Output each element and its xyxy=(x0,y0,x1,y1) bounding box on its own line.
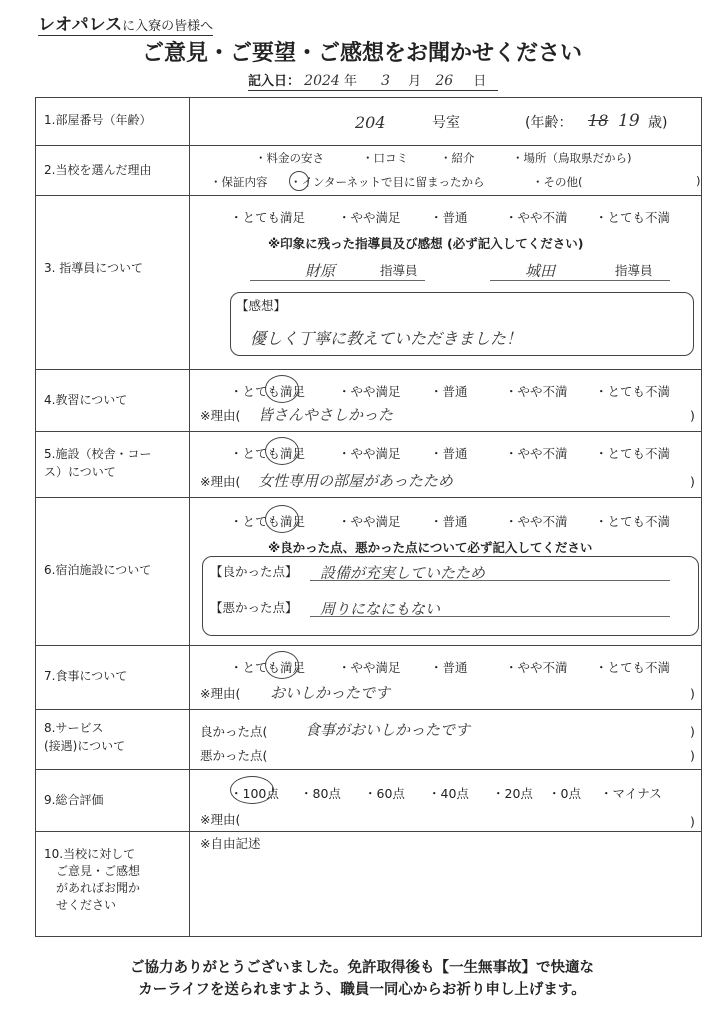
option-referral: ・紹介 xyxy=(440,151,475,165)
close-paren: ) xyxy=(696,174,701,188)
row-label-text: 1.部屋番号（年齢） xyxy=(44,113,152,127)
option-location: ・場所（鳥取県だから) xyxy=(512,151,632,165)
bad-label: 【悪かった点】 xyxy=(210,600,298,615)
instructor-note xyxy=(268,234,583,252)
option-neutral: ・普通 xyxy=(430,660,468,675)
option-very-satisfied: ・とても満足 xyxy=(230,384,306,399)
row-label-text: 6.宿泊施設について xyxy=(44,563,152,577)
selected-circle xyxy=(265,375,299,403)
row-label-text-2: ス）について xyxy=(44,465,116,479)
row-content xyxy=(190,770,702,832)
row-label-text: 4.教習について xyxy=(44,393,128,407)
row-label xyxy=(36,646,190,710)
option-other: ・その他( xyxy=(532,175,583,189)
row-content xyxy=(190,196,702,370)
row-label-text: 7.食事について xyxy=(44,669,128,683)
option-80: ・80点 xyxy=(300,786,341,801)
option-dissatisfied: ・やや不満 xyxy=(505,210,568,225)
row-overall xyxy=(36,770,702,832)
option-60: ・60点 xyxy=(364,786,405,801)
bad-label: 悪かった点( xyxy=(200,748,268,763)
row-label xyxy=(36,832,190,937)
option-0: ・0点 xyxy=(548,786,581,801)
option-dissatisfied: ・やや不満 xyxy=(505,660,568,675)
footer-line-1: ご協力ありがとうございました。免許取得後も【一生無事故】で快適な xyxy=(130,960,594,976)
option-very-dissatisfied: ・とても不満 xyxy=(595,514,671,529)
option-neutral: ・普通 xyxy=(430,514,468,529)
instructor-1-line xyxy=(250,280,425,281)
impression-text: 優しく丁寧に教えていただきました！ xyxy=(250,329,523,348)
option-satisfied: ・やや満足 xyxy=(338,514,401,529)
option-price: ・料金の安さ xyxy=(255,151,324,165)
lodging-note: ※良かった点、悪かった点について必ず記入してください xyxy=(268,540,593,555)
option-minus: ・マイナス xyxy=(600,786,662,801)
room-number: 204 xyxy=(355,113,386,132)
option-20: ・20点 xyxy=(492,786,533,801)
reason-text: 女性専用の部屋があったため xyxy=(258,472,453,490)
option-very-dissatisfied: ・とても不満 xyxy=(595,660,671,675)
row-free-comment xyxy=(36,832,702,937)
option-satisfied: ・やや満足 xyxy=(338,660,401,675)
option-review: ・口コミ xyxy=(362,151,408,165)
close-paren: ) xyxy=(690,686,695,701)
header xyxy=(0,0,724,95)
date-day: 26 xyxy=(435,73,454,89)
good-text: 食事がおいしかったです xyxy=(305,721,471,739)
instructor-2-line xyxy=(490,280,670,281)
close-paren: ) xyxy=(690,408,695,423)
option-neutral: ・普通 xyxy=(430,210,468,225)
row-reason-chosen xyxy=(36,146,702,196)
reason-label: ※理由( xyxy=(200,474,241,489)
row-label-text-2: ご意見・ご感想 xyxy=(56,864,141,878)
row-content xyxy=(190,498,702,646)
footer-line-2: カーライフを送られますよう、職員一同心からお祈り申し上げます。 xyxy=(138,982,586,998)
row-content xyxy=(190,370,702,432)
day-unit: 日 xyxy=(473,74,487,89)
row-label-text: 10.当校に対して xyxy=(44,847,136,861)
row-label xyxy=(36,146,190,196)
row-label xyxy=(36,498,190,646)
reason-label: ※理由( xyxy=(200,686,241,701)
page-title: ご意見・ご要望・ご感想をお聞かせください xyxy=(141,41,582,66)
row-label xyxy=(36,770,190,832)
brand-name: レオパレス xyxy=(38,15,123,35)
row-label xyxy=(36,370,190,432)
row-lodging xyxy=(36,498,702,646)
row-label-text-2: (接遇)について xyxy=(44,739,126,753)
row-content xyxy=(190,432,702,498)
option-neutral: ・普通 xyxy=(430,384,468,399)
instructor-1-name: 財原 xyxy=(305,262,336,280)
note-required: (必ず記入してください) xyxy=(447,236,584,251)
age-struck: 18 xyxy=(588,111,609,130)
row-meals xyxy=(36,646,702,710)
option-very-dissatisfied: ・とても不満 xyxy=(595,210,671,225)
instructor-1-unit: 指導員 xyxy=(380,263,418,278)
option-satisfied: ・やや満足 xyxy=(338,446,401,461)
option-dissatisfied: ・やや不満 xyxy=(505,384,568,399)
row-service xyxy=(36,710,702,770)
option-40: ・40点 xyxy=(428,786,469,801)
row-instructor xyxy=(36,196,702,370)
option-dissatisfied: ・やや不満 xyxy=(505,446,568,461)
option-neutral: ・普通 xyxy=(430,446,468,461)
option-very-satisfied: ・とても満足 xyxy=(230,660,306,675)
option-internet: ・インターネットで目に留まったから xyxy=(290,175,485,189)
selected-circle xyxy=(265,651,299,679)
age-label: (年齢： xyxy=(525,115,573,131)
row-label xyxy=(36,432,190,498)
row-label xyxy=(36,98,190,146)
option-very-dissatisfied: ・とても不満 xyxy=(595,384,671,399)
row-label-text: 9.総合評価 xyxy=(44,793,104,807)
room-unit: 号室 xyxy=(432,115,460,131)
close-paren: ) xyxy=(690,814,695,829)
option-very-satisfied: ・とても満足 xyxy=(230,514,306,529)
month-unit: 月 xyxy=(408,74,422,89)
reason-text: おいしかったです xyxy=(270,684,391,702)
year-unit: 年 xyxy=(343,74,357,89)
option-very-satisfied: ・とても満足 xyxy=(230,446,306,461)
close-paren-2: ) xyxy=(690,748,695,763)
date-month: 3 xyxy=(381,73,391,89)
good-line xyxy=(310,580,670,581)
row-content xyxy=(190,710,702,770)
good-text: 設備が充実していたため xyxy=(320,564,486,582)
date-year: 2024 xyxy=(304,73,340,89)
bad-text: 周りになにもない xyxy=(320,600,441,618)
row-content xyxy=(190,98,702,146)
entry-date xyxy=(248,70,498,91)
row-facility xyxy=(36,432,702,498)
reason-text: 皆さんやさしかった xyxy=(258,406,394,424)
option-very-dissatisfied: ・とても不満 xyxy=(595,446,671,461)
reason-label: ※理由( xyxy=(200,408,241,423)
instructor-2-name: 城田 xyxy=(525,262,556,280)
row-label-text: 8.サービス xyxy=(44,721,104,735)
row-label-text: 5.施設（校舎・コー xyxy=(44,447,152,461)
selected-circle xyxy=(289,171,309,191)
row-label xyxy=(36,710,190,770)
reason-label: ※理由( xyxy=(200,812,241,827)
option-guarantee: ・保証内容 xyxy=(210,175,268,189)
instructor-2-unit: 指導員 xyxy=(615,263,653,278)
close-paren: ) xyxy=(690,724,695,739)
good-label: 良かった点( xyxy=(200,724,268,739)
row-content xyxy=(190,832,702,937)
option-satisfied: ・やや満足 xyxy=(338,210,401,225)
option-100: ・100点 xyxy=(230,786,279,801)
brand-line xyxy=(38,10,213,36)
note-text: ※印象に残った指導員及び感想 xyxy=(268,236,443,251)
good-label: 【良かった点】 xyxy=(210,564,298,579)
row-label-text: 2.当校を選んだ理由 xyxy=(44,163,152,177)
row-label-text-4: せください xyxy=(56,898,117,912)
option-very-satisfied: ・とても満足 xyxy=(230,210,306,225)
bad-line xyxy=(310,616,670,617)
option-satisfied: ・やや満足 xyxy=(338,384,401,399)
impression-label: 【感想】 xyxy=(236,298,287,313)
selected-circle xyxy=(265,437,299,465)
row-label-text-3: があればお聞か xyxy=(56,881,141,895)
date-label: 記入日： xyxy=(248,74,301,89)
selected-circle xyxy=(230,776,274,804)
row-room-age xyxy=(36,98,702,146)
free-label: ※自由記述 xyxy=(200,836,261,851)
row-training xyxy=(36,370,702,432)
row-content xyxy=(190,646,702,710)
selected-circle xyxy=(265,505,299,533)
row-label xyxy=(36,196,190,370)
row-label-text: 3. 指導員について xyxy=(44,261,144,275)
close-paren: ) xyxy=(690,474,695,489)
row-content xyxy=(190,146,702,196)
age-value: 19 xyxy=(618,111,640,131)
survey-form xyxy=(35,97,702,937)
brand-suffix: に入寮の皆様へ xyxy=(122,19,214,34)
option-dissatisfied: ・やや不満 xyxy=(505,514,568,529)
age-unit: 歳) xyxy=(648,115,668,131)
